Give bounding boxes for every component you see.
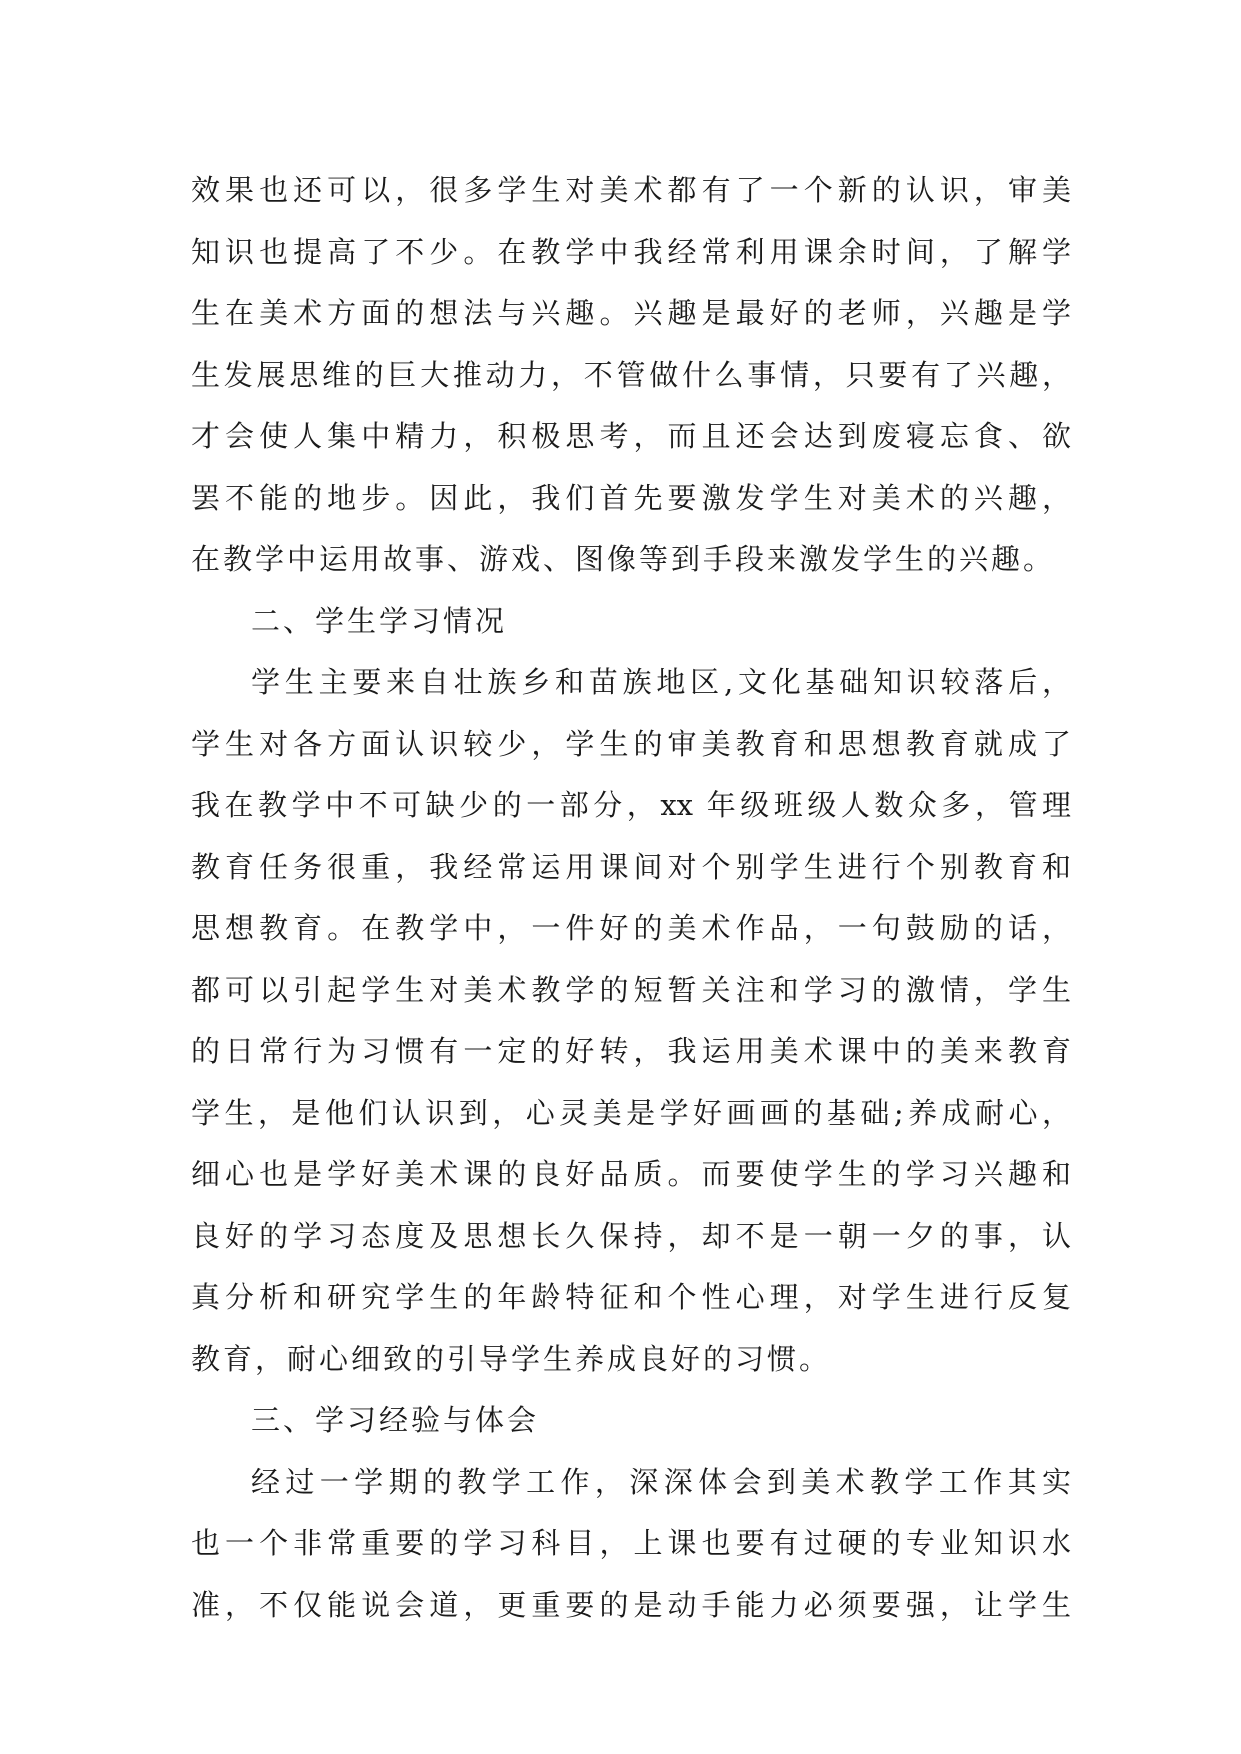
text-line: 真分析和研究学生的年龄特征和个性心理，对学生进行反复 [191,1280,1071,1314]
section-heading: 二、学生学习情况 [251,603,508,638]
text-line: 学生，是他们认识到，心灵美是学好画画的基础;养成耐心， [191,1095,1071,1130]
paragraph-first-line: 学生主要来自壮族乡和苗族地区,文化基础知识较落后， [251,665,1071,699]
text-line: 我在教学中不可缺少的一部分，xx 年级班级人数众多，管理 [191,788,1071,822]
text-line: 生在美术方面的想法与兴趣。兴趣是最好的老师，兴趣是学 [191,296,1071,330]
text-line: 都可以引起学生对美术教学的短暂关注和学习的激情，学生 [191,972,1071,1007]
text-line: 准，不仅能说会道，更重要的是动手能力必须要强，让学生 [191,1587,1071,1622]
text-line: 生发展思维的巨大推动力，不管做什么事情，只要有了兴趣， [191,357,1071,392]
text-line: 的日常行为习惯有一定的好转，我运用美术课中的美来教育 [191,1034,1071,1068]
text-line: 在教学中运用故事、游戏、图像等到手段来激发学生的兴趣。 [191,542,1056,576]
text-line: 学生对各方面认识较少，学生的审美教育和思想教育就成了 [191,726,1071,761]
text-line: 也一个非常重要的学习科目，上课也要有过硬的专业知识水 [191,1526,1071,1560]
text-line: 效果也还可以，很多学生对美术都有了一个新的认识，审美 [191,173,1071,207]
text-line: 思想教育。在教学中，一件好的美术作品，一句鼓励的话， [191,911,1071,945]
text-line: 罢不能的地步。因此，我们首先要激发学生对美术的兴趣， [191,480,1071,515]
section-heading: 三、学习经验与体会 [251,1403,540,1437]
text-line: 教育，耐心细致的引导学生养成良好的习惯。 [191,1341,832,1376]
text-line: 良好的学习态度及思想长久保持，却不是一朝一夕的事，认 [191,1218,1071,1253]
text-line: 才会使人集中精力，积极思考，而且还会达到废寝忘食、欲 [191,419,1071,453]
document-body [191,160,1071,1636]
text-line: 知识也提高了不少。在教学中我经常利用课余时间，了解学 [191,234,1071,269]
text-line: 教育任务很重，我经常运用课间对个别学生进行个别教育和 [191,849,1071,884]
text-line: 细心也是学好美术课的良好品质。而要使学生的学习兴趣和 [191,1157,1071,1191]
paragraph-first-line: 经过一学期的教学工作，深深体会到美术教学工作其实 [251,1464,1071,1499]
